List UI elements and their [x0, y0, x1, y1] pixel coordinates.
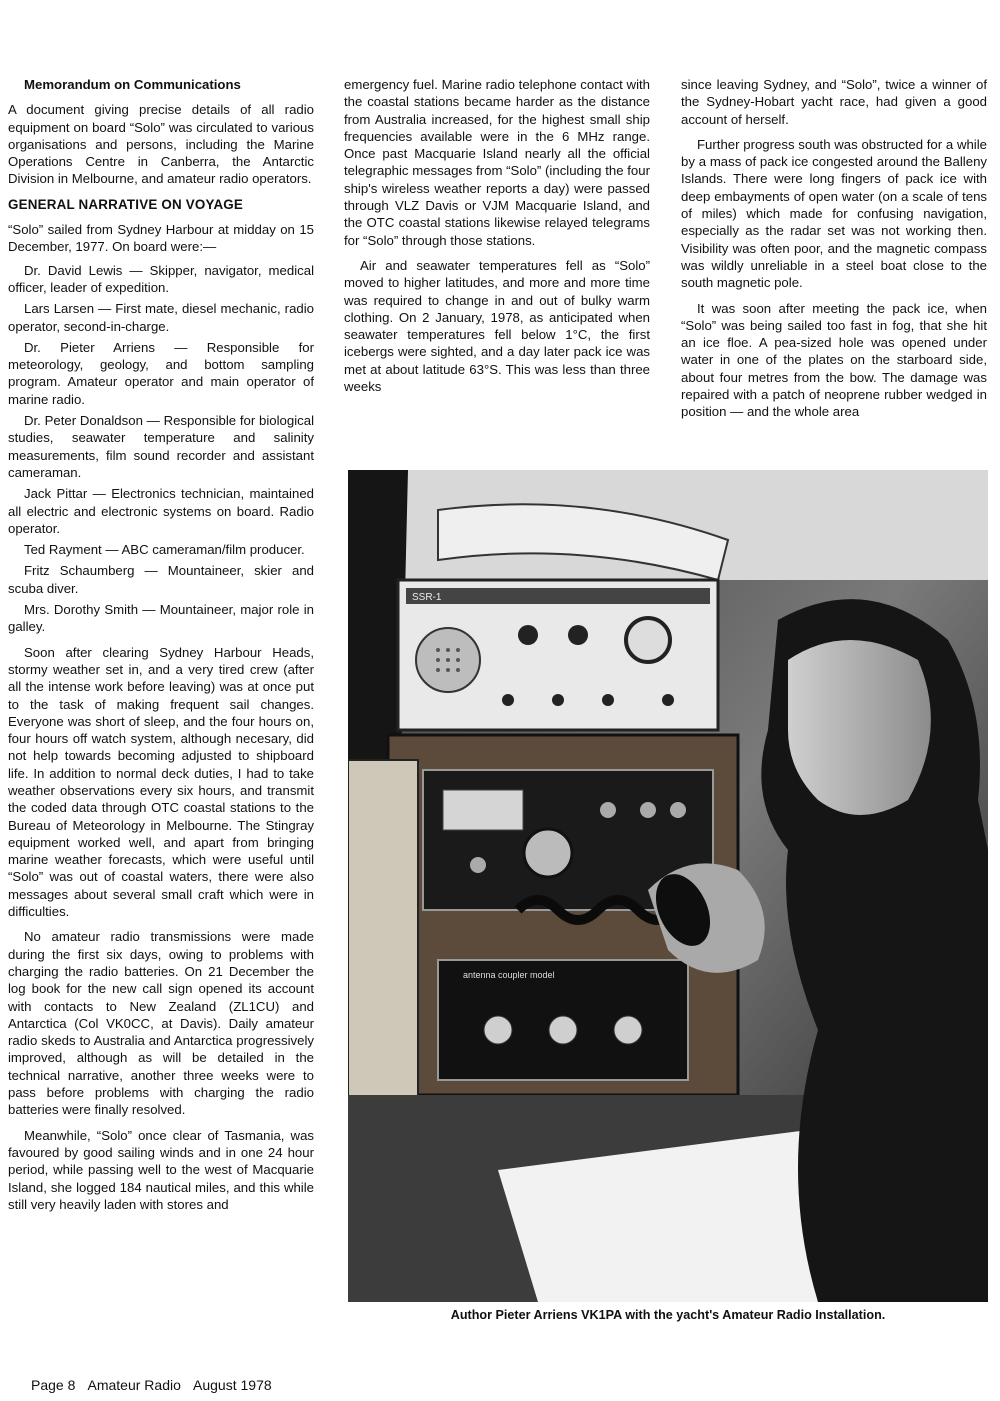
memo-heading: Memorandum on Communications — [24, 77, 241, 92]
crew-member: Dr. Pieter Arriens — Responsible for meteorology, geology, and bottom sampling program. Amateur operator and main operator of marine radio. — [8, 339, 314, 407]
narrative-paragraph: since leaving Sydney, and “Solo”, twice a winner of the Sydney-Hobart yacht race, had given a good account of herself. — [681, 77, 987, 127]
crew-member: Jack Pittar — Electronics technician, maintained all electric and electronic systems on board. Radio operator. — [8, 486, 314, 536]
issue-date: August 1978 — [193, 1377, 272, 1393]
narrative-paragraph: Meanwhile, “Solo” once clear of Tasmania, was favoured by good sailing winds and in one 24 hour period, while passing well to the west of Macquarie Island, she logged 184 nautical miles, and this while still very heavily laden with stores and — [8, 1127, 314, 1212]
photo-caption: Author Pieter Arriens VK1PA with the yacht's Amateur Radio Installation. — [450, 1308, 886, 1322]
crew-member: Lars Larsen — First mate, diesel mechanic, radio operator, second-in-charge. — [8, 301, 314, 334]
crew-member: Ted Rayment — ABC cameraman/film producer. — [24, 542, 305, 558]
narrative-paragraph: Further progress south was obstructed for a while by a mass of pack ice congested around the Balleny Islands. There were long fingers of pack ice with deep embayments of open water (on a scale of tens of miles) which made for confusing navigation, especially as the radar set was not working then. Visibility was often poor, and the magnetic compass was wildly unreliable in a steel boat close to the south magnetic pole. — [681, 136, 987, 291]
radio-brand-label: SSR-1 — [412, 592, 442, 603]
text-column-1 — [8, 76, 314, 1221]
page-number: Page 8 — [31, 1377, 76, 1393]
crew-member: Mrs. Dorothy Smith — Mountaineer, major role in galley. — [8, 602, 314, 635]
crew-member: Fritz Schaumberg — Mountaineer, skier and scuba diver. — [8, 563, 314, 596]
narrative-paragraph: emergency fuel. Marine radio telephone contact with the coastal stations became harder as the distance from Australia increased, for the highest small ship frequencies available were in the 6 MHz range. Once past Macquarie Island nearly all the official telegraphic messages from “Solo” (including the four ship's wireless weather reports a day) were passed through VLZ Davis or VJM Macquarie Island, and the OTC coastal stations likewise relayed telegrams for “Solo” through those stations. — [344, 77, 650, 248]
photo-illustration — [348, 470, 988, 1302]
memo-paragraph: A document giving precise details of all radio equipment on board “Solo” was circulated to various organisations and persons, including the Marine Operations Centre in Canberra, the Antarctic Division in Melbourne, and amateur radio operators. — [8, 102, 314, 187]
narrative-paragraph: Air and seawater temperatures fell as “Solo” moved to higher latitudes, and more and more time was required to change in and out of bulky warm clothing. On 2 January, 1978, as anticipated when seawater temperatures fell below 1°C, the first icebergs were sighted, and a day later pack ice was met at about latitude 63°S. This was less than three weeks — [344, 257, 650, 395]
radio-installation-photo — [348, 470, 988, 1302]
text-column-2 — [344, 76, 650, 403]
crew-member: Dr. David Lewis — Skipper, navigator, medical officer, leader of expedition. — [8, 262, 314, 295]
narrative-intro: “Solo” sailed from Sydney Harbour at midday on 15 December, 1977. On board were:— — [8, 222, 314, 255]
crew-member: Dr. Peter Donaldson — Responsible for biological studies, seawater temperature and salinity measurements, film sound recorder and assistant cameraman. — [8, 413, 314, 480]
text-column-3 — [681, 76, 987, 429]
narrative-heading: GENERAL NARRATIVE ON VOYAGE — [8, 196, 244, 212]
narrative-paragraph: No amateur radio transmissions were made during the first six days, owing to problems with charging the radio batteries. On 21 December the log book for the new call sign opened its account with contacts to New Zealand (ZL1CU) and Antarctica (Col VK0CC, at Davis). Daily amateur radio skeds to Australia and Antarctica progressively improved, although as will be detailed in the technical narrative, another three weeks were to pass before problems with charging the radio batteries were finally resolved. — [8, 929, 314, 1118]
magazine-name: Amateur Radio — [87, 1377, 181, 1393]
narrative-paragraph: It was soon after meeting the pack ice, when “Solo” was being sailed too fast in fog, that she hit an ice floe. A pea-sized hole was opened under water in one of the plates on the starboard side, about four metres from the bow. The damage was repaired with a patch of neoprene rubber wedged in position — and the whole area — [681, 300, 987, 420]
coupler-label: antenna coupler model — [463, 970, 555, 980]
page-footer — [31, 1377, 281, 1393]
narrative-paragraph: Soon after clearing Sydney Harbour Heads, stormy weather set in, and a very tired crew (after all the intense work before leaving) was at once put to the task of making frequent sail changes. Everyone was short of sleep, and the four hours on, four hours off watch system, although necesary, did not help towards becoming adjusted to shipboard life. In addition to normal deck duties, I had to take weather observations every six hours, and transmit the coded data through OTC coastal stations to the Bureau of Meteorology in Melbourne. The Stingray equipment worked well, and apart from bringing marine weather forecasts, which were useful until “Solo” was out of coastal waters, there were also messages about several small craft which were in difficulties. — [8, 644, 314, 920]
